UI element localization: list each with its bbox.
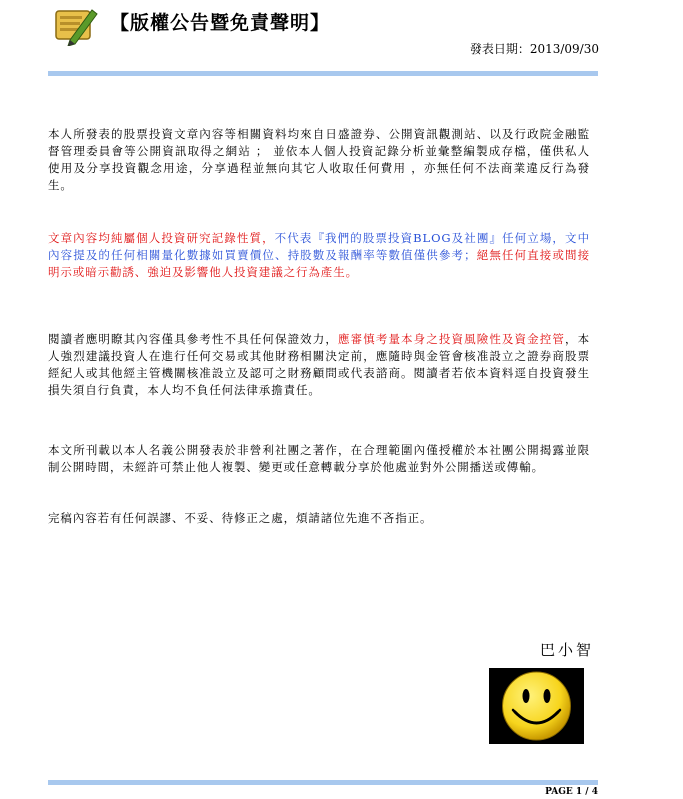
risk-red-text: 應審慎考量本身之投資風險性及資金控管 [338,332,565,346]
paragraph-nature [48,230,590,281]
paragraph-copyright: 本文所刊載以本人名義公開發表於非營利社團之著作，在合理範圍內僅授權於本社團公開揭露並限制公開時間，未經許可禁止他人複製、變更或任意轉載分享於他處並對外公開播送或傳輸。 [48,443,590,474]
risk-text-a: 閱讀者應明瞭其內容僅具參考性不具任何保證效力， [48,332,339,346]
nature-blue-text: 不代表『我們的股票投資BLOG及社團』任何立場，文中內容提及的任何相關量化數據如買賣價位、持股數及報酬率等數值僅供參考； [48,231,590,262]
author-signature: 巴小智 [540,641,595,659]
date-label: 發表日期： [469,42,530,56]
date-value: 2013/09/30 [529,42,599,56]
paragraph-corrections: 完稿內容若有任何誤謬、不妥、待修正之處，煩請諸位先進不吝指正。 [48,511,433,525]
paragraph-sources: 本人所發表的股票投資文章內容等相關資料均來自日盛證券、公開資訊觀測站、以及行政院金融監督管理委員會等公開資訊取得之網站 ； 並依本人個人投資記錄分析並彙整編製成存檔，僅供私人使用及分享投資觀念用途，分享過程並無向其它人收取任何費用 ，亦無任何不法商業違反行為發生。 [48,127,590,192]
publish-date [470,40,599,57]
smiley-face-icon [489,668,584,744]
scroll-pencil-icon [52,6,98,46]
header-divider [48,71,598,76]
footer-divider [48,780,598,785]
page-title: 【版權公告暨免責聲明】 [110,12,331,34]
nature-red-text: 文章內容均純屬個人投資研究記錄性質， [48,231,275,245]
page-number: PAGE 1 / 4 [545,787,598,797]
nature-red-warning: 絕無任何直接或間接明示或暗示勸誘、強迫及影響他人投資建議之行為產生。 [48,248,590,279]
risk-text-b: ，本人強烈建議投資人在進行任何交易或其他財務相關決定前，應隨時與金管會核准設立之證券商股票經紀人或其他經主管機關核准設立及認可之財務顧問或代表諮商。閱讀者若依本資料逕自投資發生損失須自行負責，本人均不負任何法律承擔責任。 [48,332,590,397]
paragraph-risk [48,331,590,399]
